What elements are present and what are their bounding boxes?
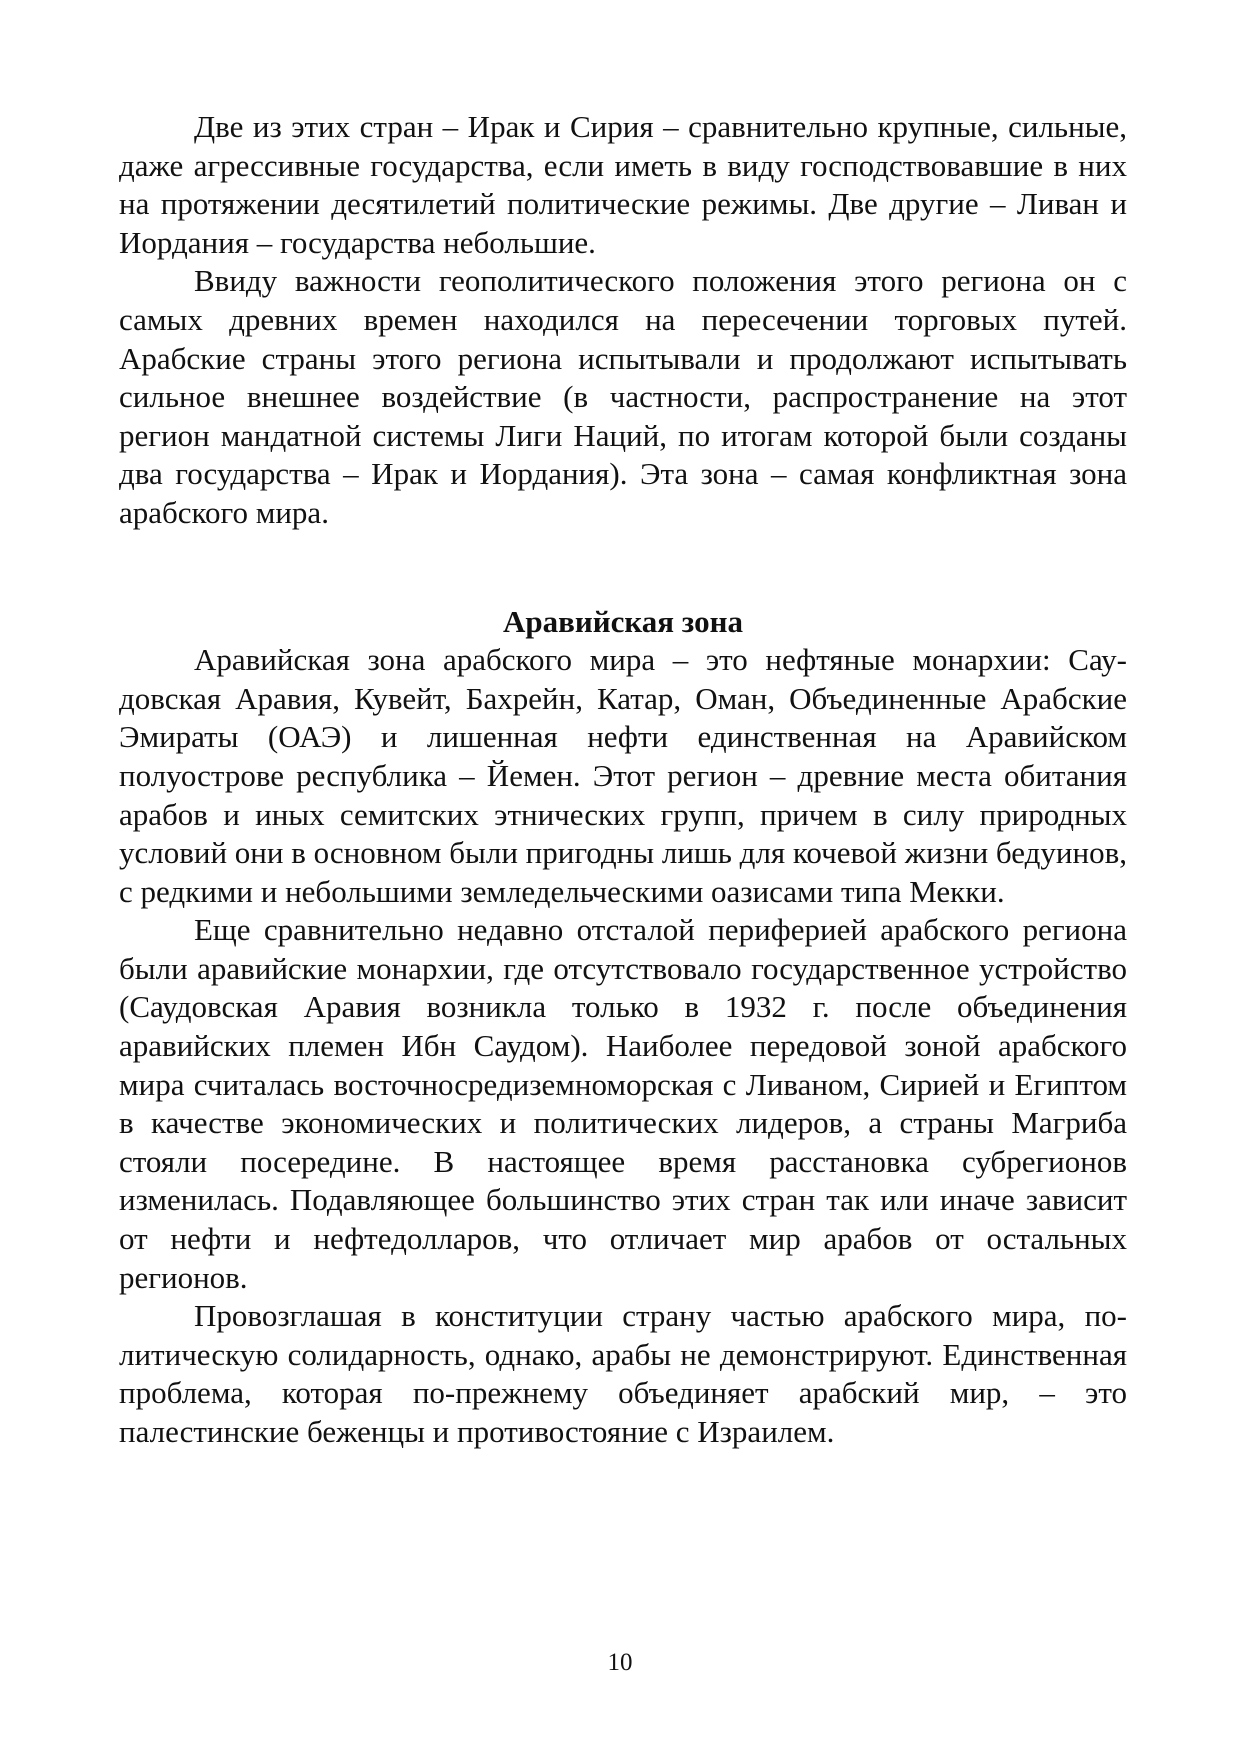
section-spacer: [119, 533, 1127, 603]
paragraph-iraq-syria: Две из этих стран – Ирак и Сирия – сравнительно крупные, сильные, даже агрессивные государства, если иметь в виду господствовавшие в них на протяжении десятилетий политические режимы. Две другие – Ливан и Иордания – государства небольшие.: [119, 109, 1127, 260]
paragraph-arabian-zone: Аравийская зона арабского мира – это нефтяные монархии: Саудовская Аравия, Кувейт, Бахрейн, Катар, Оман, Объединенные Арабские Эмираты (ОАЭ) и лишенная нефти единственная на Аравийском полуострове республика – Йемен. Этот регион – древние места обитания арабов и иных семитских этнических групп, причем в силу природных условий они в основном были пригодны лишь для кочевой жизни бедуинов, с редкими и небольшими земледельческими оазисами типа Мекки.: [119, 642, 1127, 909]
paragraph-solidarity: Провозглашая в конституции страну частью арабского мира, политическую солидарность, однако, арабы не демонстрируют. Единственная проблема, которая по-прежнему объединяет арабский мир, – это палестинские беженцы и противостояние с Израилем.: [119, 1298, 1127, 1449]
section-heading: Аравийская зона: [503, 603, 743, 639]
page-number: 10: [607, 1649, 633, 1676]
document-page: [119, 108, 1127, 1452]
paragraph-geopolitics: Ввиду важности геополитического положения этого региона он с самых древних времен находился на пересечении торговых путей. Арабские страны этого региона испытывали и продолжают испытывать сильное внешнее воздействие (в частности, распространение на этот регион мандатной системы Лиги Наций, по итогам которой были созданы два государства – Ирак и Иордания). Эта зона – самая конфликтная зона арабского мира.: [119, 263, 1127, 530]
paragraph-periphery: Еще сравнительно недавно отсталой периферией арабского региона были аравийские монархии, где отсутствовало государственное устройство (Саудовская Аравия возникла только в 1932 г. после объединения аравийских племен Ибн Саудом). Наиболее передовой зоной арабского мира считалась восточносредиземноморская с Ливаном, Сирией и Египтом в качестве экономических и политических лидеров, а страны Магриба стояли посередине. В настоящее время расстановка субрегионов изменилась. Подавляющее большинство этих стран так или иначе зависит от нефти и нефтедолларов, что отличает мир арабов от остальных регионов.: [119, 912, 1127, 1295]
